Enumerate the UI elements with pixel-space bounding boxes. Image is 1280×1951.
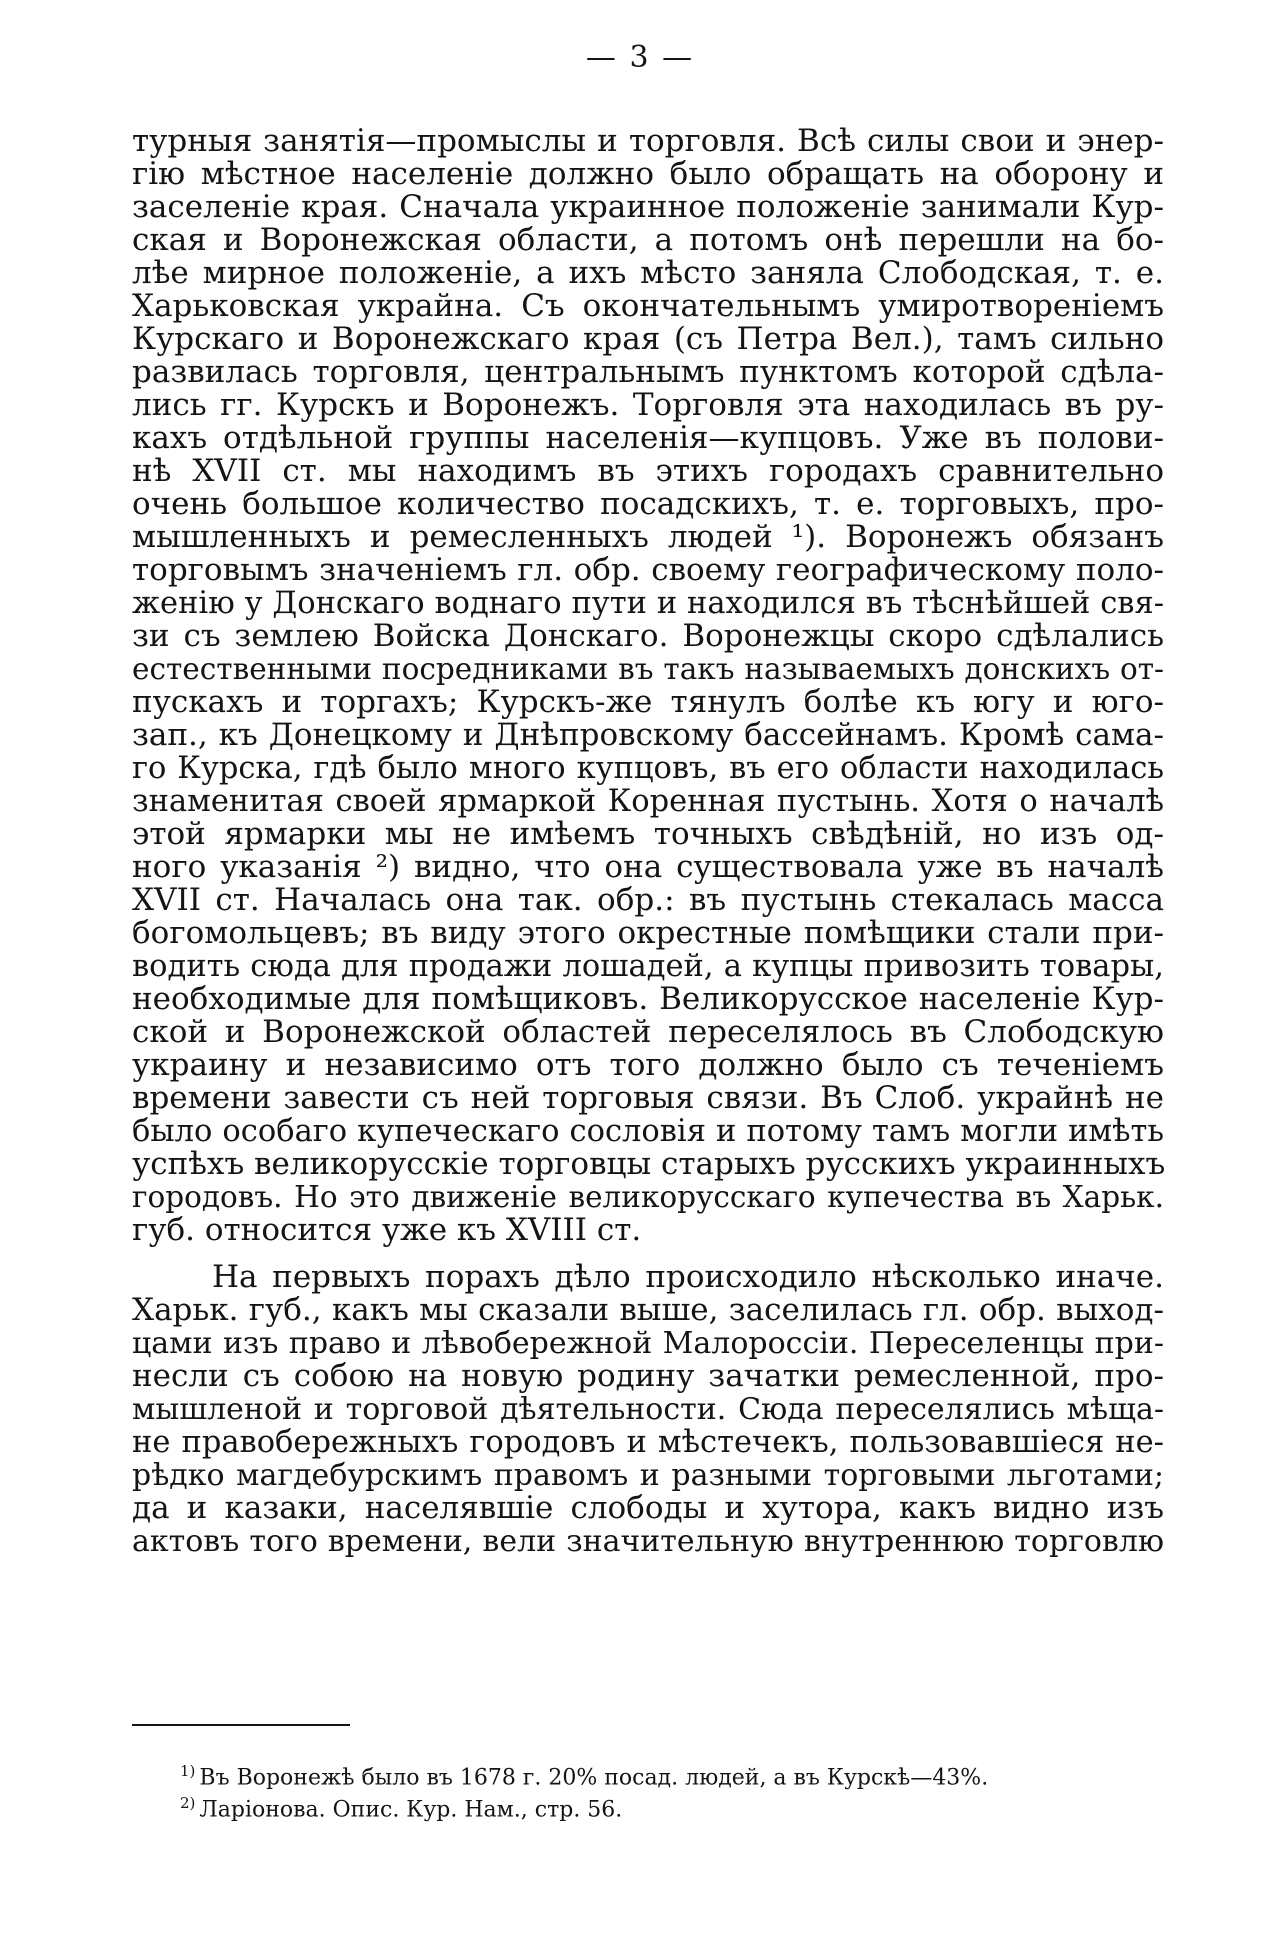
text-line: этой ярмарки мы не имѣемъ точныхъ свѣдѣній, но изъ од- <box>132 816 1164 852</box>
text-line: заселеніе края. Сначала украинное положеніе занимали Кур- <box>132 189 1164 225</box>
text-line: пускахъ и торгахъ; Курскъ-же тянулъ болѣе къ югу и юго- <box>132 684 1164 720</box>
text-line: успѣхъ великорусскіе торговцы старыхъ русскихъ украинныхъ <box>132 1146 1166 1182</box>
footnote-1 <box>180 1755 1180 1791</box>
text-line: губ. относится уже къ XVIII ст. <box>132 1212 642 1248</box>
footnote-text: Въ Воронежѣ было въ 1678 г. 20% посад. людей, а въ Курскѣ—43%. <box>199 1765 989 1791</box>
text-line: актовъ того времени, вели значительную внутреннюю торговлю <box>132 1524 1164 1559</box>
body-text <box>132 125 1164 1558</box>
text-line: XVII ст. Началась она так. обр.: въ пустынь стекалась масса <box>132 882 1164 918</box>
text-line: кахъ отдѣльной группы населенія—купцовъ. Уже въ полови- <box>132 420 1164 456</box>
text-line: городовъ. Но это движеніе великорусскаго купечества въ Харьк. <box>132 1180 1164 1214</box>
text-line: цами изъ право и лѣвобережной Малороссіи. Переселенцы при- <box>132 1326 1164 1361</box>
text-line: ская и Воронежская области, а потомъ онѣ перешли на бо- <box>132 222 1164 258</box>
text-line: Харьк. губ., какъ мы сказали выше, заселилась гл. обр. выход- <box>132 1292 1164 1328</box>
page-number: — 3 — <box>585 40 695 75</box>
paragraph-1 <box>132 125 1164 1247</box>
footnotes <box>180 1755 1180 1823</box>
text-line: необходимые для помѣщиковъ. Великорусское населеніе Кур- <box>132 981 1164 1017</box>
text-line: лѣе мирное положеніе, а ихъ мѣсто заняла Слободская, т. е. <box>132 255 1164 291</box>
text-line: На первыхъ порахъ дѣло происходило нѣсколько иначе. <box>212 1259 1164 1295</box>
text-line: зап., къ Донецкому и Днѣпровскому бассейнамъ. Кромѣ сама- <box>132 717 1164 753</box>
text-line: Курскаго и Воронежскаго края (съ Петра Вел.), тамъ сильно <box>132 321 1164 357</box>
text-line: ного указанія ²) видно, что она существовала уже въ началѣ <box>132 849 1164 885</box>
paragraph-2 <box>132 1261 1164 1558</box>
text-line: не правобережныхъ городовъ и мѣстечекъ, пользовавшіеся не- <box>132 1425 1164 1460</box>
text-line: женію у Донскаго воднаго пути и находился въ тѣснѣйшей свя- <box>132 586 1164 621</box>
text-line: очень большое количество посадскихъ, т. е. торговыхъ, про- <box>132 486 1164 522</box>
text-line: гію мѣстное населеніе должно было обращать на оборону и <box>132 156 1164 192</box>
text-line: нѣ XVII ст. мы находимъ въ этихъ городахъ сравнительно <box>132 453 1164 489</box>
text-line: мышленой и торговой дѣятельности. Сюда переселялись мѣща- <box>132 1392 1164 1427</box>
text-line: рѣдко магдебурскимъ правомъ и разными торговыми льготами; <box>132 1458 1164 1493</box>
text-line: да и казаки, населявшіе слободы и хутора, какъ видно изъ <box>132 1490 1164 1526</box>
footnote-2 <box>180 1787 1180 1823</box>
text-line: мышленныхъ и ремесленныхъ людей ¹). Воронежъ обязанъ <box>132 519 1164 555</box>
text-line: естественными посредниками въ такъ называемыхъ донскихъ от- <box>132 652 1164 686</box>
text-line: турныя занятія—промыслы и торговля. Всѣ силы свои и энер- <box>132 123 1164 159</box>
text-line: Харьковская украйна. Съ окончательнымъ умиротвореніемъ <box>132 288 1164 324</box>
footnote-text: Ларіонова. Опис. Кур. Нам., стр. 56. <box>199 1797 623 1823</box>
text-line: богомольцевъ; въ виду этого окрестные помѣщики стали при- <box>132 915 1164 951</box>
text-line: ской и Воронежской областей переселялось въ Слободскую <box>132 1014 1164 1050</box>
footnote-divider <box>132 1724 350 1726</box>
text-line: водить сюда для продажи лошадей, а купцы привозить товары, <box>132 949 1164 984</box>
text-line: торговымъ значеніемъ гл. обр. своему географическому поло- <box>132 552 1164 588</box>
text-line: го Курска, гдѣ было много купцовъ, въ его области находилась <box>132 751 1164 786</box>
text-line: знаменитая своей ярмаркой Коренная пустынь. Хотя о началѣ <box>132 784 1164 819</box>
footnote-mark: 2) <box>180 1794 196 1812</box>
text-line: украину и независимо отъ того должно было съ теченіемъ <box>132 1047 1164 1083</box>
text-line: лись гг. Курскъ и Воронежъ. Торговля эта находилась въ ру- <box>132 387 1164 423</box>
text-line: времени завести съ ней торговыя связи. Въ Слоб. украйнѣ не <box>132 1080 1164 1116</box>
text-line: развилась торговля, центральнымъ пунктомъ которой сдѣла- <box>132 354 1164 390</box>
text-line: было особаго купеческаго сословія и потому тамъ могли имѣть <box>132 1114 1164 1149</box>
footnote-mark: 1) <box>180 1762 196 1780</box>
text-line: несли съ собою на новую родину зачатки ремесленной, про- <box>132 1358 1164 1394</box>
text-line: зи съ землею Войска Донскаго. Воронежцы скоро сдѣлались <box>132 618 1164 654</box>
